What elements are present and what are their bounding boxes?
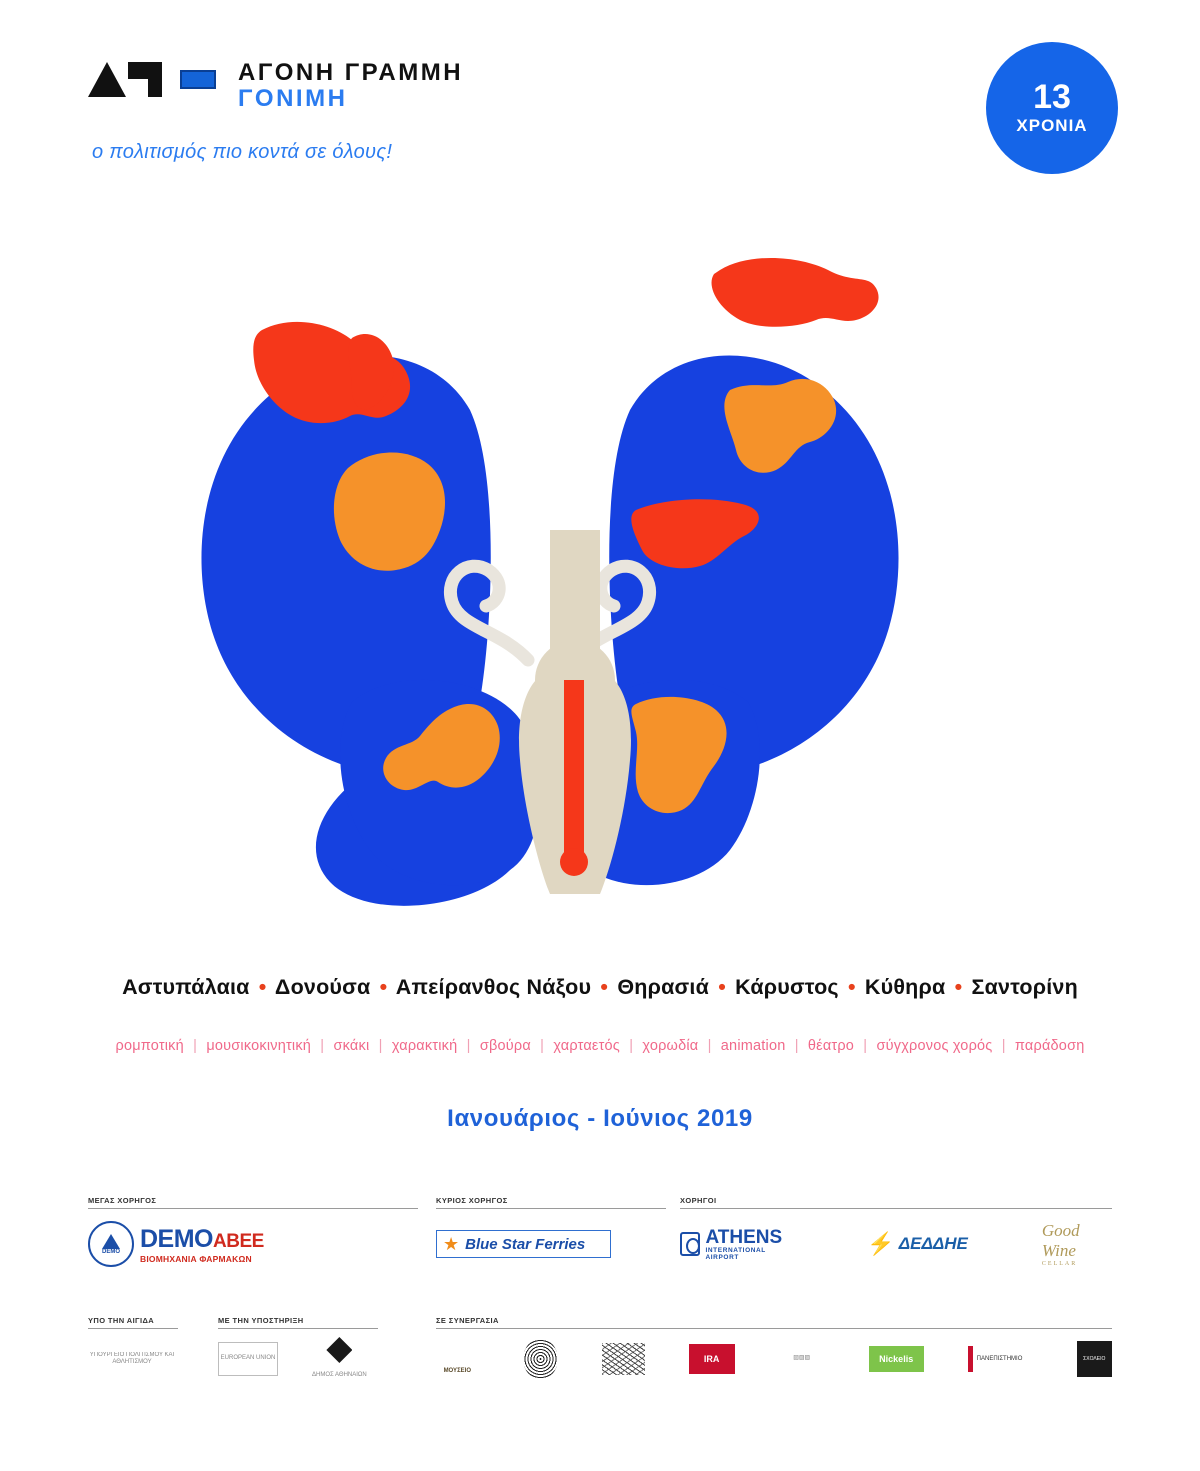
bolt-icon: ⚡	[867, 1231, 895, 1256]
partner-logo-4: IRA	[689, 1344, 735, 1374]
sponsor-logos	[680, 1209, 1112, 1279]
partner-logo-8: ΣΧΟΛΕΙΟ	[1077, 1341, 1112, 1377]
sponsor-group-title: ΧΟΡΗΓΟΙ	[680, 1196, 717, 1205]
bullet-icon: •	[847, 975, 856, 999]
topic-item: σκάκι	[333, 1038, 370, 1054]
pipe-separator-icon: |	[794, 1038, 799, 1054]
sponsor-group-title: ΚΥΡΙΟΣ ΧΟΡΗΓΟΣ	[436, 1196, 508, 1205]
pipe-separator-icon: |	[863, 1038, 868, 1054]
blue-star-ferries-text: Blue Star Ferries	[465, 1235, 586, 1253]
sponsor-group-main	[88, 1196, 418, 1279]
athens-international-airport-logo	[680, 1228, 793, 1261]
city-of-athens-logo: ΔΗΜΟΣ ΑΘΗΝΑΙΩΝ	[312, 1337, 367, 1381]
deddie-text: ΔΕΔΔΗΕ	[898, 1234, 968, 1253]
place-item: Αστυπάλαια	[122, 975, 250, 999]
pipe-separator-icon: |	[707, 1038, 712, 1054]
sponsor-logos	[88, 1329, 178, 1389]
owl-icon	[326, 1337, 352, 1363]
topic-item: σβούρα	[479, 1038, 531, 1054]
pipe-separator-icon: |	[1001, 1038, 1006, 1054]
demo-subtitle: ΒΙΟΜΗΧΑΝΙΑ ΦΑΡΜΑΚΩΝ	[140, 1253, 252, 1264]
brand-logo	[88, 58, 1112, 116]
tagline: ο πολιτισμός πιο κοντά σε όλους!	[92, 140, 393, 163]
deddie-logo	[867, 1231, 968, 1257]
place-item: Θηρασιά	[617, 975, 709, 999]
topic-item: παράδοση	[1014, 1038, 1085, 1054]
anniversary-badge	[986, 42, 1118, 174]
sponsor-group-title: ΥΠΟ ΤΗΝ ΑΙΓΙΔΑ	[88, 1316, 155, 1325]
partner-logo-2	[523, 1339, 558, 1379]
brand-line-2: ΓΟΝΙΜΗ	[238, 85, 348, 113]
bullet-icon: •	[258, 975, 267, 999]
european-union-logo: EUROPEAN UNION	[218, 1342, 278, 1376]
demo-name: DEMO	[140, 1224, 213, 1253]
pipe-separator-icon: |	[466, 1038, 471, 1054]
pipe-separator-icon: |	[629, 1038, 634, 1054]
sponsor-logos	[88, 1209, 418, 1279]
anniversary-label: ΧΡΟΝΙΑ	[1016, 116, 1088, 135]
topic-item: ρομποτική	[115, 1038, 184, 1054]
bullet-icon: •	[718, 975, 726, 999]
partner-logo-3	[602, 1343, 645, 1375]
good-wine-logo	[1042, 1221, 1112, 1267]
butterfly-islands-illustration	[0, 210, 1200, 930]
bullet-icon: •	[379, 975, 388, 999]
pipe-separator-icon: |	[193, 1038, 198, 1054]
demo-wordmark	[140, 1225, 264, 1264]
partner-logo-1: ΜΟΥΣΕΙΟ	[443, 1368, 471, 1374]
sponsor-group-support	[218, 1316, 378, 1389]
good-wine-subtitle: CELLAR	[1041, 1261, 1078, 1267]
partner-logo-7: ΠΑΝΕΠΙΣΤΗΜΙΟ	[968, 1346, 1033, 1372]
star-icon: ★	[443, 1233, 460, 1254]
place-item: Κάρυστος	[735, 975, 839, 999]
topic-item: animation	[720, 1038, 786, 1054]
place-item: Δονούσα	[274, 975, 371, 999]
partner-logo-5: ▨▨▨	[793, 1355, 811, 1362]
sponsor-group-auspices	[88, 1316, 178, 1389]
sponsor-logos	[436, 1329, 1112, 1389]
anniversary-number: 13	[1033, 78, 1071, 116]
sponsor-group-primary	[436, 1196, 666, 1279]
sponsor-logos	[436, 1209, 666, 1279]
demo-badge-text: DEMO	[102, 1248, 120, 1255]
pipe-separator-icon: |	[320, 1038, 325, 1054]
athens-subtitle: INTERNATIONAL AIRPORT	[705, 1246, 766, 1261]
ministry-of-culture-logo: ΥΠΟΥΡΓΕΙΟ ΠΟΛΙΤΙΣΜΟΥ ΚΑΙ ΑΘΛΗΤΙΣΜΟΥ	[89, 1351, 175, 1365]
demo-suffix: ABEE	[213, 1230, 264, 1252]
sponsor-group-sponsors	[680, 1196, 1112, 1279]
brand-line-1: ΑΓΟΝΗ ΓΡΑΜΜΗ	[238, 59, 464, 86]
sponsor-group-title: ΜΕΓΑΣ ΧΟΡΗΓΟΣ	[88, 1196, 157, 1205]
sponsor-group-collaboration	[436, 1316, 1112, 1389]
poster-header	[88, 58, 1112, 188]
place-item: Σαντορίνη	[971, 975, 1078, 999]
triangle-flag-bar-logo-icon	[88, 58, 216, 100]
partner-logo-6: Nickelis	[869, 1346, 924, 1372]
topic-item: χορωδία	[642, 1038, 699, 1054]
place-item: Απείρανθος Νάξου	[395, 975, 592, 999]
sponsors-section	[88, 1196, 1112, 1426]
bullet-icon: •	[954, 975, 963, 999]
topic-item: χαρακτική	[391, 1038, 458, 1054]
sponsor-group-title: ΜΕ ΤΗΝ ΥΠΟΣΤΗΡΙΞΗ	[218, 1316, 304, 1325]
sponsor-group-title: ΣΕ ΣΥΝΕΡΓΑΣΙΑ	[436, 1316, 499, 1325]
topics-list	[0, 1038, 1200, 1054]
topic-item: σύγχρονος χορός	[876, 1038, 993, 1054]
blue-star-ferries-logo	[436, 1230, 611, 1258]
brand-wordmark	[238, 58, 463, 113]
topic-item: θέατρο	[807, 1038, 855, 1054]
topic-item: μουσικοκινητική	[206, 1038, 312, 1054]
pipe-separator-icon: |	[540, 1038, 545, 1054]
demo-abee-logo	[88, 1221, 264, 1267]
airport-mark-icon	[680, 1232, 700, 1256]
sponsor-logos	[218, 1329, 378, 1389]
pipe-separator-icon: |	[378, 1038, 383, 1054]
date-range: Ιανουάριος - Ιούνιος 2019	[447, 1105, 753, 1132]
demo-badge-icon	[88, 1221, 134, 1267]
athens-name: ATHENS	[705, 1226, 783, 1248]
place-item: Κύθηρα	[864, 975, 946, 999]
good-wine-text: Good Wine	[1041, 1221, 1080, 1260]
topic-item: χαρταετός	[553, 1038, 620, 1054]
places-list	[0, 975, 1200, 1000]
bullet-icon: •	[600, 975, 609, 999]
